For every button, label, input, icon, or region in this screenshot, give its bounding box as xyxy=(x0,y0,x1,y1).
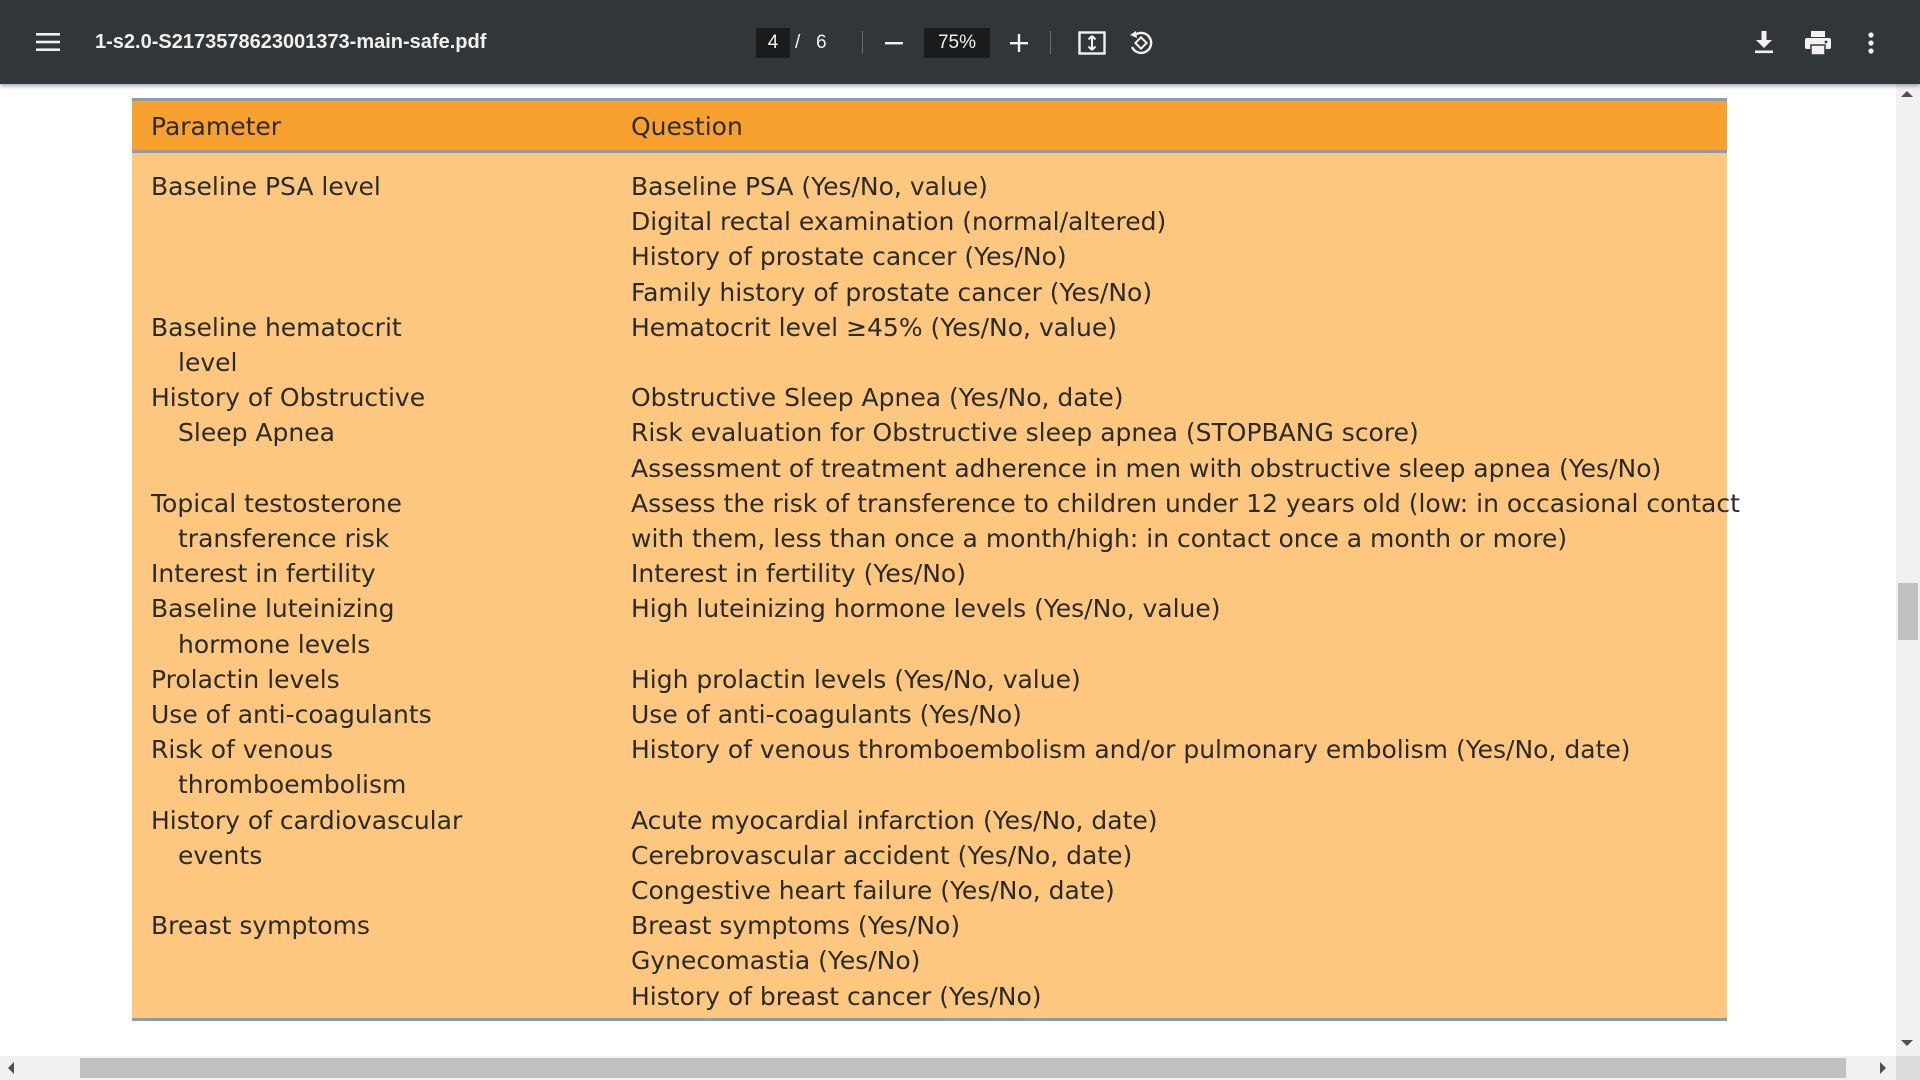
pdf-viewer-area[interactable] xyxy=(0,84,1896,1056)
parameter-text: Baseline luteinizing xyxy=(151,594,395,624)
parameter-cell xyxy=(151,732,406,802)
question-text: Acute myocardial infarction (Yes/No, date) xyxy=(631,805,1158,835)
parameter-text: History of cardiovascular xyxy=(151,805,463,835)
question-text: Hematocrit level ≥45% (Yes/No, value) xyxy=(631,312,1117,342)
horizontal-scrollbar-thumb[interactable] xyxy=(80,1058,1846,1078)
parameter-cell xyxy=(151,591,394,661)
parameter-text: events xyxy=(178,840,263,870)
toolbar-divider xyxy=(862,31,863,54)
page-number-input[interactable]: 4 xyxy=(756,28,790,58)
parameter-cell xyxy=(151,486,402,556)
question-text: Breast symptoms (Yes/No) xyxy=(631,911,961,941)
question-text: History of venous thromboembolism and/or pulmonary embolism (Yes/No, date) xyxy=(631,735,1631,765)
question-cell xyxy=(631,908,1042,1014)
parameter-text: Prolactin levels xyxy=(151,664,340,694)
question-text: Cerebrovascular accident (Yes/No, date) xyxy=(631,840,1133,870)
zoom-level-input[interactable]: 75% xyxy=(924,28,990,58)
parameter-text: Breast symptoms xyxy=(151,911,370,941)
question-text: History of breast cancer (Yes/No) xyxy=(631,981,1042,1011)
parameter-text: transference risk xyxy=(178,524,390,553)
question-text: Family history of prostate cancer (Yes/No) xyxy=(631,277,1153,307)
question-cell xyxy=(631,380,1661,486)
parameter-text: hormone levels xyxy=(178,629,371,659)
parameter-text: thromboembolism xyxy=(178,770,407,800)
column-header-question: Question xyxy=(631,112,743,141)
parameter-text: level xyxy=(178,348,238,377)
parameter-question-table xyxy=(132,98,1740,1021)
parameter-text: Baseline hematocrit xyxy=(151,312,402,342)
parameter-cell xyxy=(151,803,462,873)
question-text: Risk evaluation for Obstructive sleep apnea (STOPBANG score) xyxy=(631,418,1419,448)
scroll-up-arrow-icon[interactable] xyxy=(1901,91,1913,97)
question-text: High prolactin levels (Yes/No, value) xyxy=(631,664,1081,694)
question-cell xyxy=(631,169,1166,310)
question-text: Interest in fertility (Yes/No) xyxy=(631,559,966,589)
parameter-text: Interest in fertility xyxy=(151,559,376,589)
table-header-row xyxy=(132,101,1727,153)
parameter-cell xyxy=(151,380,425,450)
question-text: Assess the risk of transference to children under 12 years old (low: in occasional contact xyxy=(631,488,1740,518)
plus-icon[interactable] xyxy=(1003,27,1035,59)
parameter-cell xyxy=(151,310,402,380)
more-vertical-icon[interactable] xyxy=(1857,26,1885,60)
question-cell xyxy=(631,803,1158,909)
question-text: with them, less than once a month/high: in contact once a month or more) xyxy=(631,524,1568,553)
print-icon[interactable] xyxy=(1801,26,1835,60)
question-text: Assessment of treatment adherence in men with obstructive sleep apnea (Yes/No) xyxy=(631,453,1662,483)
parameter-text: Use of anti-coagulants xyxy=(151,700,432,729)
pdf-toolbar xyxy=(0,0,1920,84)
scrollbar-corner xyxy=(1896,1056,1920,1080)
download-icon[interactable] xyxy=(1748,26,1780,58)
question-text: Baseline PSA (Yes/No, value) xyxy=(631,172,988,201)
question-text: Obstructive Sleep Apnea (Yes/No, date) xyxy=(631,383,1124,413)
question-text: Gynecomastia (Yes/No) xyxy=(631,946,921,976)
question-cell xyxy=(631,697,1022,732)
question-cell xyxy=(631,591,1221,626)
parameter-cell xyxy=(151,908,370,943)
question-text: Digital rectal examination (normal/altered) xyxy=(631,207,1167,237)
parameter-text: Sleep Apnea xyxy=(178,418,335,448)
hamburger-menu-icon[interactable] xyxy=(28,22,68,62)
question-cell xyxy=(631,732,1631,767)
parameter-cell xyxy=(151,662,340,697)
document-title: 1-s2.0-S2173578623001373-main-safe.pdf xyxy=(95,31,487,53)
question-text: Congestive heart failure (Yes/No, date) xyxy=(631,876,1115,905)
scroll-left-arrow-icon[interactable] xyxy=(8,1062,14,1074)
parameter-cell xyxy=(151,169,381,204)
question-cell xyxy=(631,486,1740,556)
parameter-text: Baseline PSA level xyxy=(151,172,381,201)
vertical-scrollbar[interactable] xyxy=(1896,84,1920,1056)
column-header-parameter: Parameter xyxy=(151,112,282,141)
parameter-cell xyxy=(151,697,432,732)
fit-to-page-icon[interactable] xyxy=(1075,26,1109,60)
parameter-cell xyxy=(151,556,376,591)
vertical-scrollbar-thumb[interactable] xyxy=(1898,583,1918,640)
question-cell xyxy=(631,310,1117,345)
rotate-counterclockwise-icon[interactable] xyxy=(1124,26,1158,60)
question-text: High luteinizing hormone levels (Yes/No, value) xyxy=(631,594,1221,624)
minus-icon[interactable] xyxy=(878,27,910,59)
scroll-right-arrow-icon[interactable] xyxy=(1880,1062,1886,1074)
toolbar-divider xyxy=(1050,31,1051,54)
page-separator: / xyxy=(795,32,801,53)
parameter-text: Topical testosterone xyxy=(151,488,402,518)
question-text: Use of anti-coagulants (Yes/No) xyxy=(631,700,1022,729)
page-total: 6 xyxy=(816,32,827,53)
question-text: History of prostate cancer (Yes/No) xyxy=(631,242,1067,272)
scroll-down-arrow-icon[interactable] xyxy=(1901,1040,1913,1046)
question-cell xyxy=(631,662,1081,697)
question-cell xyxy=(631,556,966,591)
parameter-text: History of Obstructive xyxy=(151,383,426,413)
parameter-text: Risk of venous xyxy=(151,735,333,765)
